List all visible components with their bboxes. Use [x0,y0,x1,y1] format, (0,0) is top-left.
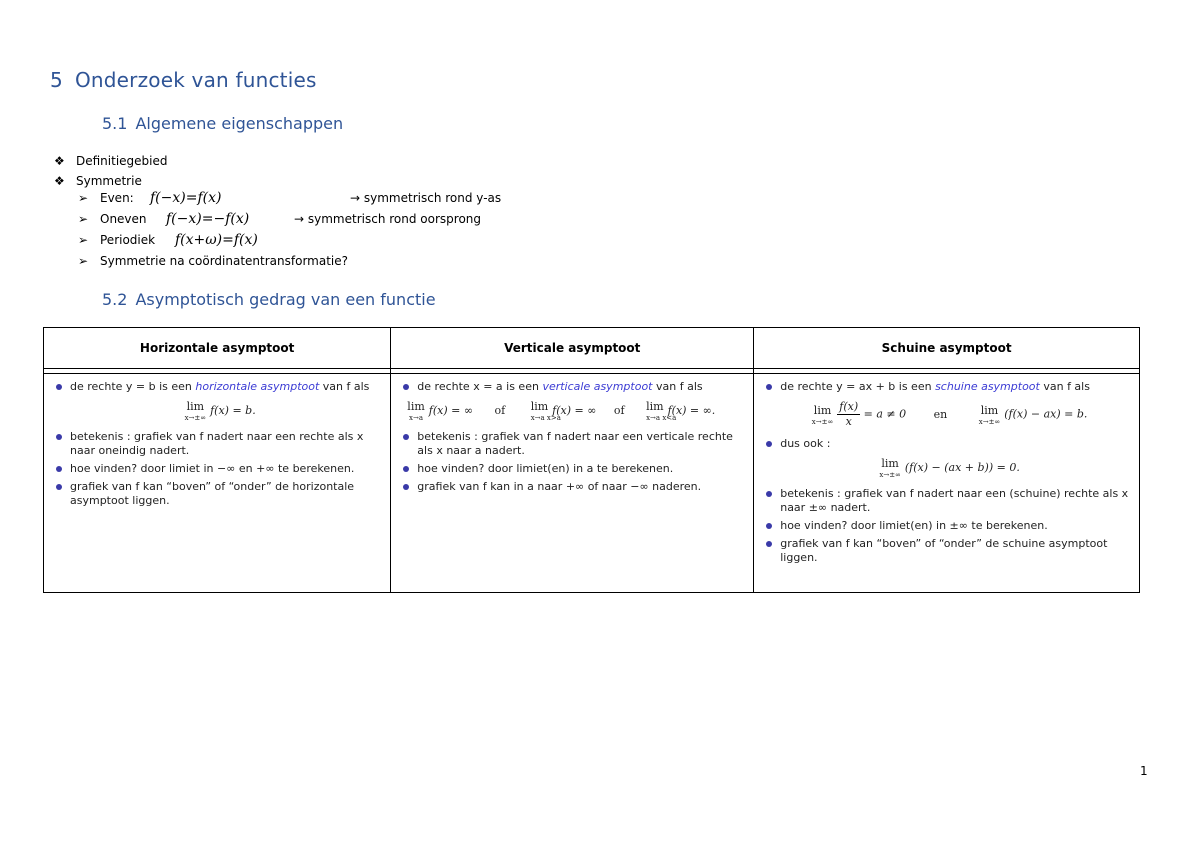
page-number: 1 [1140,764,1148,778]
lim-label: lim [530,400,549,413]
section-heading-1 [102,114,343,133]
formula-note: symmetrisch rond oorsprong [307,212,482,226]
list-item: betekenis : grafiek van f nadert naar een (schuine) rechte als x naar ±∞ nadert. [766,487,1129,515]
list-item: betekenis : grafiek van f nadert naar een rechte als x naar oneindig nadert. [56,430,380,458]
arrowhead-bullet-icon: ➢ [78,254,89,268]
section-number: 5.2 [102,290,128,309]
equation [766,457,1129,479]
arrowhead-bullet-icon: ➢ [78,233,89,247]
section-number: 5.1 [102,114,128,133]
lim-subscript: x→a x>a [530,414,561,422]
definition-text: van f als [322,380,370,393]
section-heading-2 [102,290,436,309]
or-text: of [494,404,506,417]
equation-body: f(x) = ∞ [552,404,597,417]
header-oblique: Schuine asymptoot [754,328,1140,369]
definition-text: de rechte y = b is een [70,380,192,393]
section-title: Asymptotisch gedrag van een functie [135,290,436,309]
arrow-icon: → [350,191,361,205]
chapter-heading [50,68,317,92]
equation [766,400,1129,429]
lim-label: lim [407,400,425,413]
sublist-item [78,231,501,252]
term-highlight: verticale asymptoot [542,380,653,393]
lim-subscript: x→±∞ [978,417,1001,426]
sublist-label: Oneven [100,212,147,226]
header-vertical: Verticale asymptoot [391,328,754,369]
equation [403,400,743,422]
sublist-label: Symmetrie na coördinatentransformatie? [100,254,349,268]
or-text: of [613,404,625,417]
list-item: dus ook : [766,437,1129,451]
list-item [54,153,501,173]
list-item: hoe vinden? door limiet in −∞ en +∞ te berekenen. [56,462,380,476]
lim-subscript: x→a [409,414,424,422]
sublist-item [78,189,501,210]
fraction-numerator: f(x) [839,400,859,413]
lim-label: lim [980,403,999,417]
list-item: hoe vinden? door limiet(en) in ±∞ te berekenen. [766,519,1129,533]
lim-label: lim [646,400,664,413]
equation-body: (f(x) − ax) = b. [1004,407,1088,421]
list-item-label: Symmetrie [76,174,142,188]
arrowhead-bullet-icon: ➢ [78,212,89,226]
section-title: Algemene eigenschappen [135,114,344,133]
fraction-denominator: x [845,415,852,428]
definition-text: van f als [1043,380,1090,393]
arrow-icon: → [294,212,305,226]
lim-subscript: x→a x<a [646,414,677,422]
lim-label: lim [186,400,205,413]
equation-body: f(x) = b. [210,404,256,417]
sublist-label: Even: [100,191,134,205]
list-item: grafiek van f kan in a naar +∞ of naar −∞ naderen. [403,480,743,494]
cell-horizontal [44,374,391,593]
properties-list [54,153,501,273]
list-item [403,380,743,394]
equation-body: (f(x) − (ax + b)) = 0. [904,461,1020,474]
sublist-item [78,252,501,273]
arrowhead-bullet-icon: ➢ [78,191,89,205]
diamond-bullet-icon: ❖ [54,154,65,168]
diamond-bullet-icon: ❖ [54,174,65,188]
cell-oblique [754,374,1140,593]
equation-body: f(x) = ∞. [667,404,716,417]
list-item [54,173,501,273]
table-row [44,374,1140,593]
list-item [56,380,380,394]
formula: f(x+ω)=f(x) [175,232,258,248]
list-item-label: Definitiegebied [76,154,168,168]
table-header-row [44,328,1140,369]
equation [56,400,380,422]
lim-label: lim [813,403,832,417]
list-item: betekenis : grafiek van f nadert naar een verticale rechte als x naar a nadert. [403,430,743,458]
fraction [837,400,860,429]
list-item [766,380,1129,394]
and-text: en [933,407,948,421]
list-item: grafiek van f kan “boven” of “onder” de schuine asymptoot liggen. [766,537,1129,565]
formula: f(−x)=f(x) [150,190,222,206]
formula: f(−x)=−f(x) [166,211,250,227]
symmetry-sublist [78,189,501,273]
definition-text: de rechte x = a is een [417,380,539,393]
definition-text: van f als [655,380,703,393]
chapter-number: 5 [50,68,63,92]
lim-label: lim [881,457,899,470]
list-item: hoe vinden? door limiet(en) in a te berekenen. [403,462,743,476]
equation-body: = a ≠ 0 [863,407,907,421]
asymptote-table [43,327,1140,593]
list-item: grafiek van f kan “boven” of “onder” de horizontale asymptoot liggen. [56,480,380,508]
term-highlight: schuine asymptoot [935,380,1040,393]
formula-note: symmetrisch rond y-as [363,191,502,205]
lim-subscript: x→±∞ [811,417,834,426]
sublist-item [78,210,501,231]
chapter-title: Onderzoek van functies [74,68,317,92]
cell-vertical [391,374,754,593]
lim-subscript: x→±∞ [184,414,207,422]
sublist-label: Periodiek [100,233,156,247]
lim-subscript: x→±∞ [879,471,901,479]
equation-body: f(x) = ∞ [428,404,473,417]
header-horizontal: Horizontale asymptoot [44,328,391,369]
term-highlight: horizontale asymptoot [195,380,320,393]
definition-text: de rechte y = ax + b is een [780,380,932,393]
